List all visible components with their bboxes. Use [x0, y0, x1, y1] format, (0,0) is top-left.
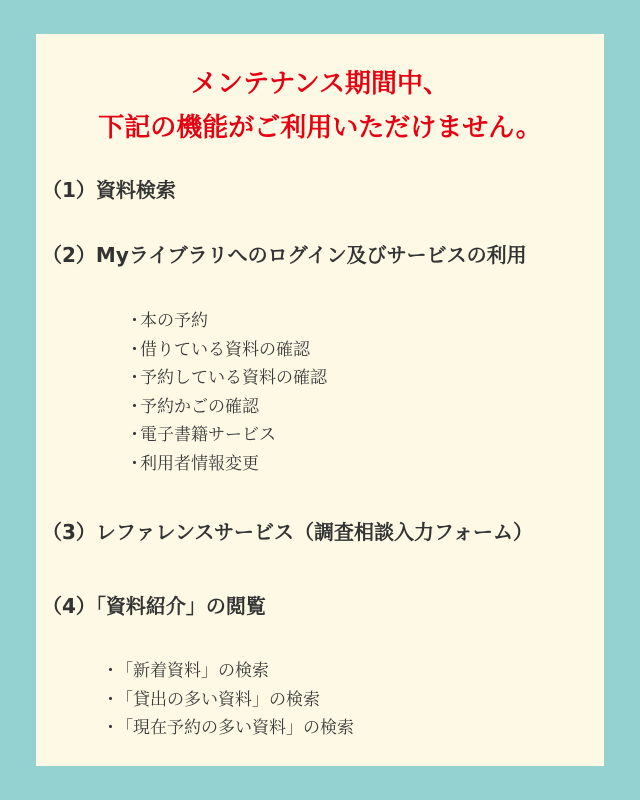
list-item: ・利用者情報変更 — [126, 450, 327, 479]
maintenance-headline-line1: メンテナンス期間中、 — [191, 69, 449, 99]
section-2-item-list — [126, 307, 327, 479]
section-number: （1） — [42, 178, 96, 202]
list-item: ・本の予約 — [126, 307, 327, 336]
list-item: ・借りている資料の確認 — [126, 336, 327, 365]
list-item: ・「新着資料」の検索 — [102, 657, 354, 686]
bullet: ・ — [102, 689, 119, 710]
bullet: ・ — [126, 368, 143, 389]
list-item: ・「貸出の多い資料」の検索 — [102, 686, 354, 715]
bullet: ・ — [126, 453, 143, 474]
section-number: （4） — [42, 594, 96, 618]
list-item: ・予約している資料の確認 — [126, 364, 327, 393]
bullet: ・ — [126, 425, 143, 446]
bullet: ・ — [102, 718, 119, 739]
section-number: （2） — [42, 243, 96, 267]
section-label: 「資料紹介」の閲覧 — [95, 594, 266, 618]
section-4-item-list — [102, 657, 354, 743]
list-item: ・「現在予約の多い資料」の検索 — [102, 714, 354, 743]
section-3-heading — [42, 518, 533, 546]
maintenance-headline-line2: 下記の機能がご利用いただけません。 — [98, 113, 542, 143]
section-2-heading — [42, 241, 527, 269]
maintenance-notice-panel — [36, 34, 604, 766]
section-label: Myライブラリへのログイン及びサービスの利用 — [95, 243, 527, 267]
list-item: ・予約かごの確認 — [126, 393, 327, 422]
section-number: （3） — [42, 520, 96, 544]
section-label: レファレンスサービス（調査相談入力フォーム） — [95, 520, 534, 544]
section-4-heading — [42, 592, 266, 620]
bullet: ・ — [102, 661, 119, 681]
bullet: ・ — [126, 311, 143, 331]
section-1-heading — [42, 176, 176, 204]
list-item: ・電子書籍サービス — [126, 421, 327, 450]
bullet: ・ — [126, 339, 143, 360]
bullet: ・ — [126, 396, 143, 417]
section-label: 資料検索 — [95, 178, 176, 202]
